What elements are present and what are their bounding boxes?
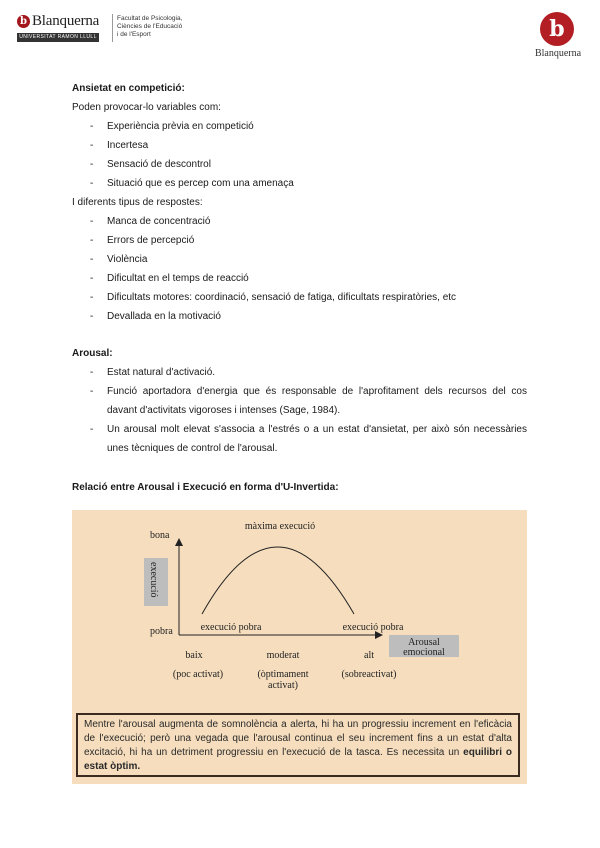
inverted-u-curve (202, 547, 354, 614)
list-dash: - (90, 386, 94, 397)
list-item: Funció aportadora d'energia que és responsable de l'aprofitament dels recursos del cos davant d'activitats vigoroses i intenses (Sage, 1984). (107, 386, 527, 416)
heading-inverted-u: Relació entre Arousal i Execució en forma d'U-Invertida: (72, 482, 339, 493)
note-emphasis: equilibri o estat òptim. (84, 747, 512, 772)
responses-intro: I diferents tipus de respostes: (72, 197, 203, 208)
faculty-name: Facultat de Psicologia, Ciències de l'Educació i de l'Esport (117, 15, 183, 38)
x-tick-low: baix (185, 650, 203, 661)
list-dash: - (90, 367, 94, 378)
heading-arousal: Arousal: (72, 348, 113, 359)
heading-anxiety: Ansietat en competició: (72, 83, 185, 94)
peak-label: màxima execució (244, 521, 316, 532)
figure-explanation-box: Mentre l'arousal augmenta de somnolència a alerta, hi ha un progressiu increment en l'eficàcia de l'execució; però una vegada que l'arousal continua el seu increment fins a un estat d'alta excitació, hi ha un detriment progressiu en l'execució de la tasca. Es necessita un equilibri o estat òptim. (76, 713, 520, 777)
x-tick-mid-sub1: (òptimament (257, 669, 309, 680)
y-bottom-label: pobra (150, 626, 173, 637)
x-tick-high: alt (364, 650, 374, 661)
right-brand-name: Blanquerna (534, 48, 582, 59)
y-axis-arrow (175, 538, 183, 546)
right-low-label: execució pobra (342, 622, 404, 633)
blanquerna-logo-icon: b (17, 15, 30, 28)
list-item: Un arousal molt elevat s'associa a l'estrés o a un estat d'ansietat, per això són necessàries unes tècniques de control de l'arousal. (107, 424, 527, 454)
list-item: Estat natural d'activació. (107, 367, 216, 378)
brand-name: Blanquerna (32, 13, 100, 29)
x-axis-label-line2: emocional (403, 647, 445, 658)
x-tick-high-sub: (sobreactivat) (341, 669, 397, 680)
header-divider (112, 14, 113, 42)
y-axis-label: execució (148, 562, 159, 598)
header-logo-block (17, 12, 197, 46)
x-axis-label-line1: Arousal (408, 637, 440, 648)
x-tick-low-sub: (poc activat) (172, 669, 224, 680)
variables-intro: Poden provocar-lo variables com: (72, 102, 221, 113)
y-top-label: bona (150, 530, 170, 541)
left-low-label: execució pobra (200, 622, 262, 633)
header-right-logo (530, 12, 586, 62)
x-tick-mid: moderat (266, 650, 300, 661)
blanquerna-seal-icon: b (540, 12, 574, 46)
list-dash: - (90, 424, 94, 435)
university-bar: UNIVERSITAT RAMON LLULL (17, 33, 99, 42)
x-tick-mid-sub2: activat) (268, 680, 298, 691)
